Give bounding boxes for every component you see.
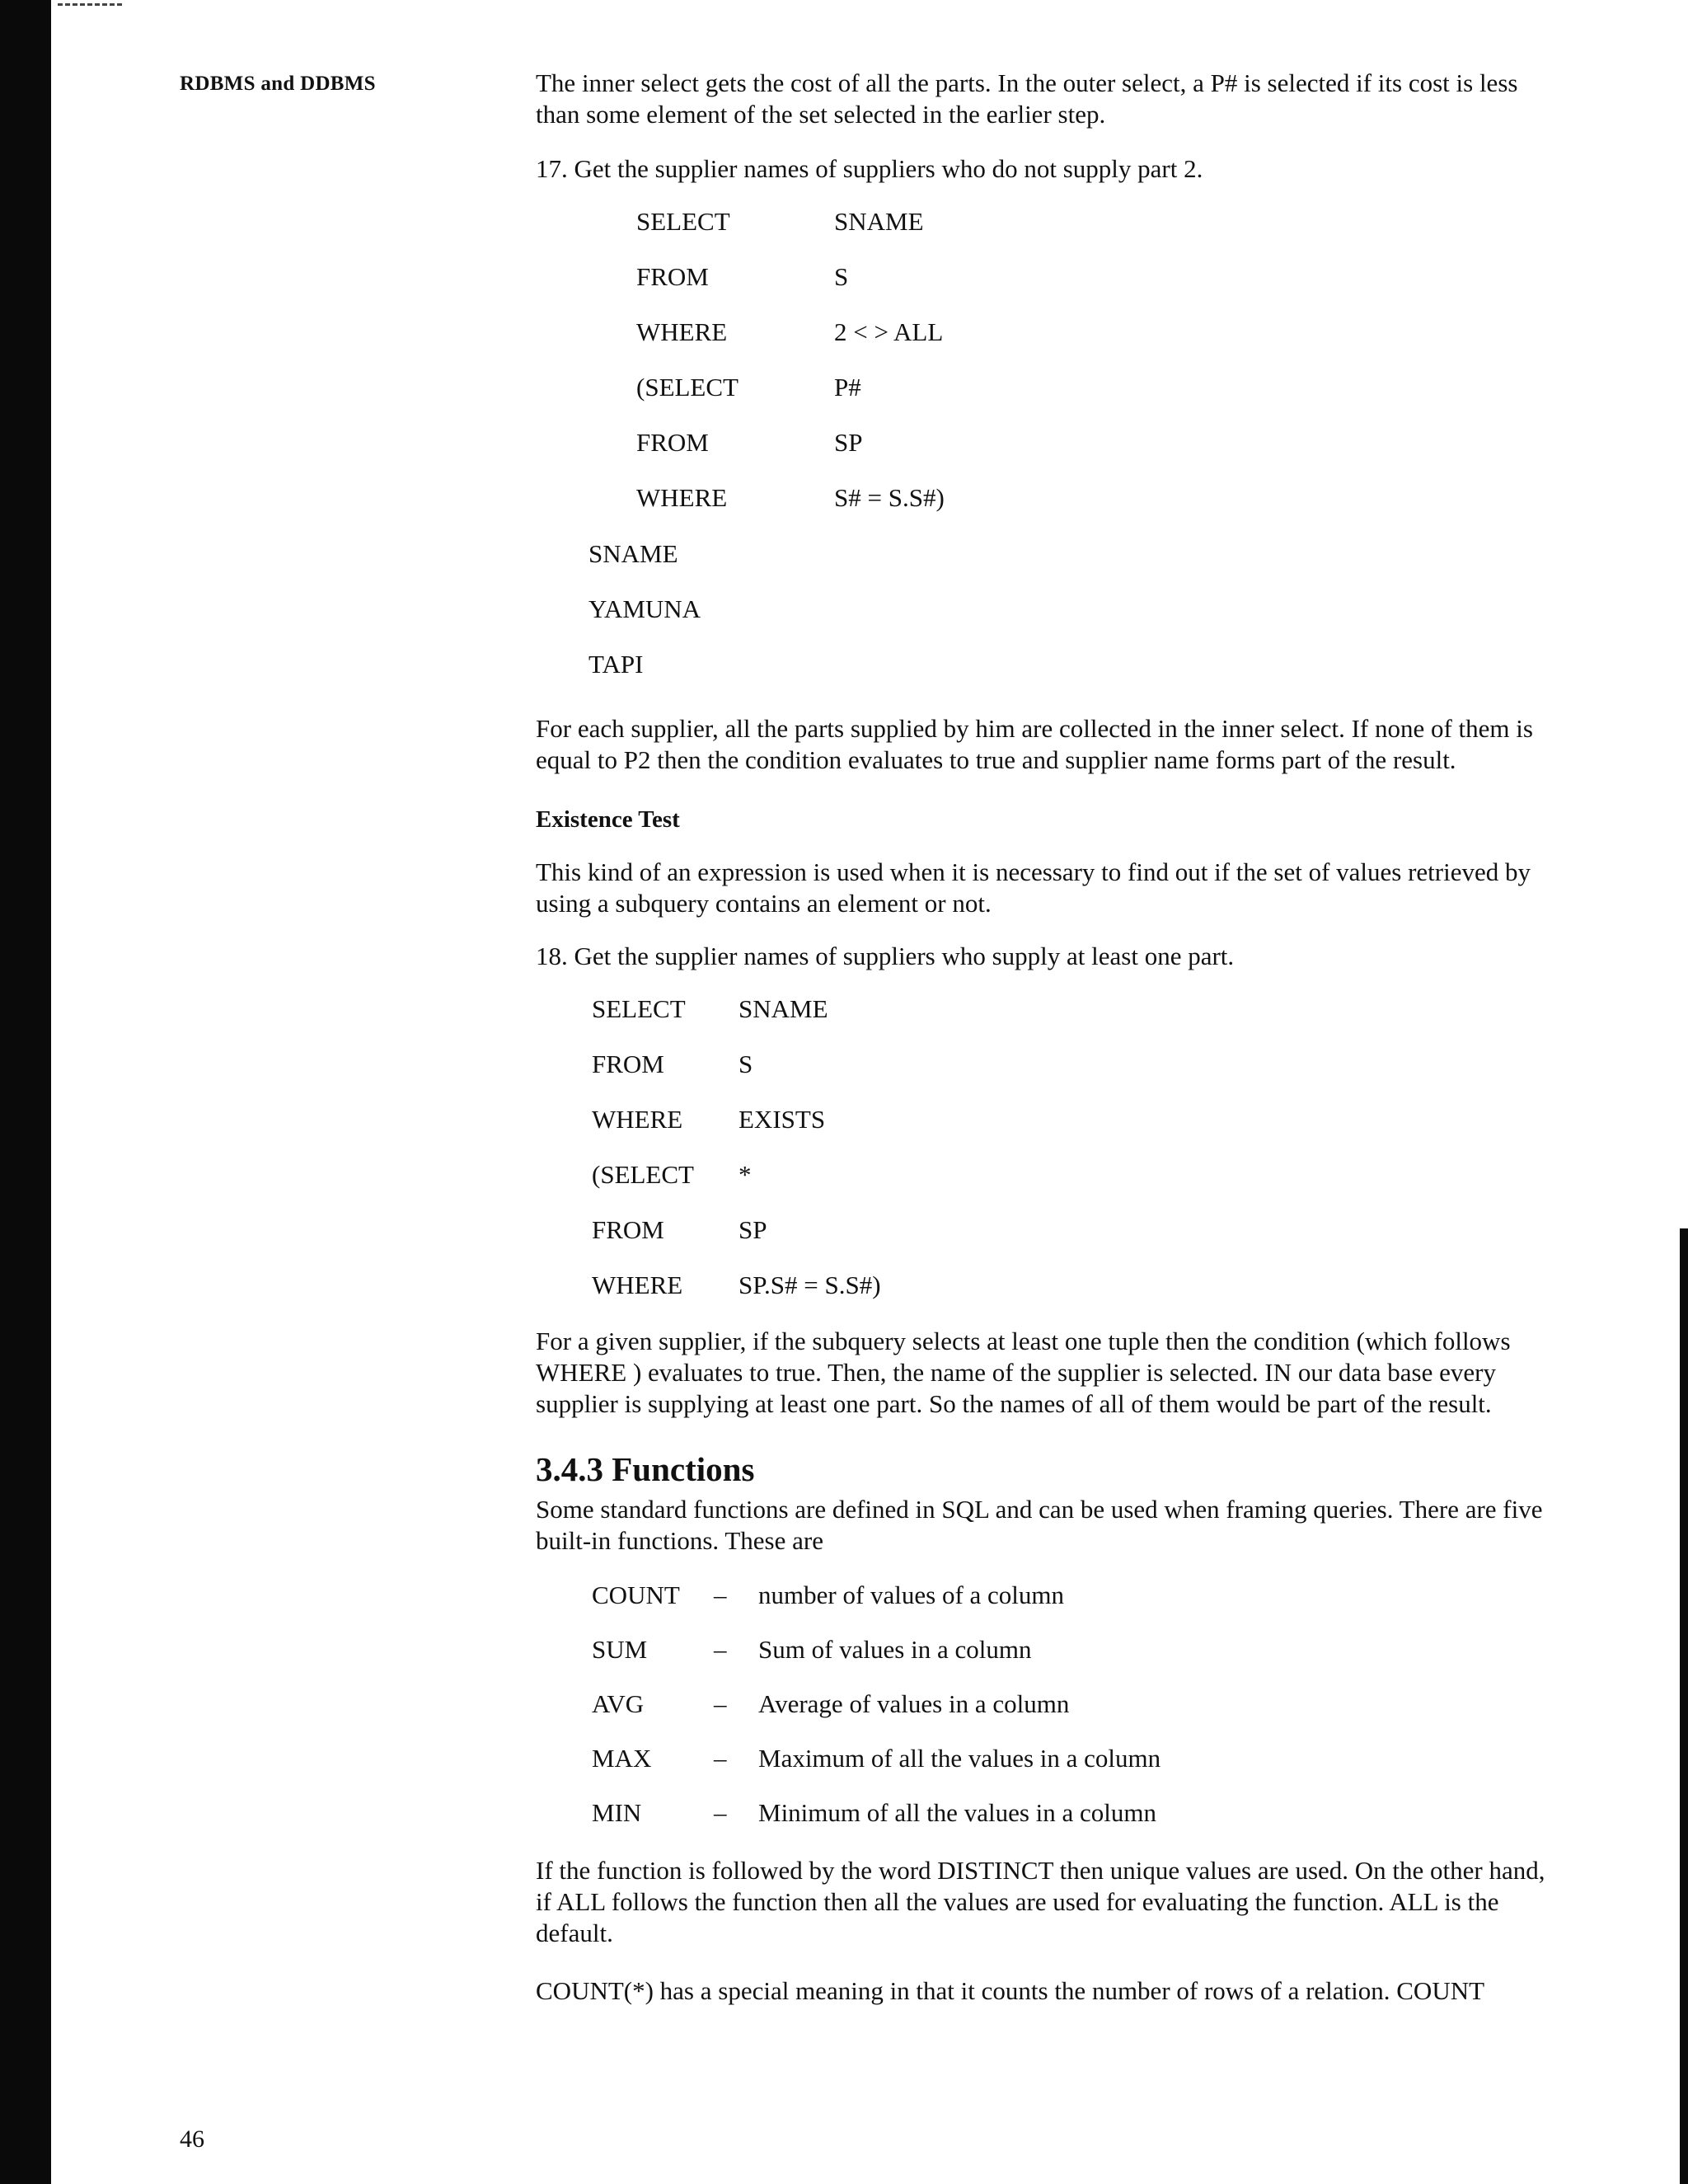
function-name: SUM	[592, 1635, 648, 1664]
functions-list	[592, 1580, 1558, 1829]
scan-edge-left	[0, 0, 51, 2184]
function-dash: –	[714, 1689, 727, 1718]
function-desc: number of values of a column	[758, 1580, 1065, 1609]
function-name: MIN	[592, 1798, 642, 1827]
sql-value: SP.S# = S.S#)	[738, 1270, 881, 1299]
function-name: MAX	[592, 1744, 652, 1773]
query-17-question: 17. Get the supplier names of suppliers who do not supply part 2.	[536, 154, 1203, 183]
sql-value: SP	[834, 428, 863, 457]
query-17-code	[636, 206, 1558, 514]
sql-keyword: (SELECT	[636, 373, 738, 402]
sql-value: SNAME	[738, 994, 828, 1023]
sql-keyword: (SELECT	[592, 1160, 694, 1189]
existence-test-heading: Existence Test	[536, 806, 680, 833]
sql-keyword: FROM	[636, 428, 709, 457]
intro-paragraph: The inner select gets the cost of all the parts. In the outer select, a P# is selected if its cost is less than some element of the set selected in the earlier step.	[536, 68, 1518, 129]
sql-value: S	[834, 262, 849, 291]
sql-keyword: WHERE	[592, 1105, 683, 1134]
function-dash: –	[714, 1635, 727, 1664]
sql-value: 2 < > ALL	[834, 317, 944, 346]
sql-value: *	[738, 1160, 752, 1189]
result-header: SNAME	[588, 539, 678, 568]
sql-keyword: SELECT	[592, 994, 686, 1023]
sql-value: P#	[834, 373, 861, 402]
sql-value: S	[738, 1050, 753, 1078]
running-head: RDBMS and DDBMS	[180, 73, 376, 95]
function-dash: –	[714, 1798, 727, 1827]
section-title: 3.4.3 Functions	[536, 1450, 755, 1488]
sql-value: EXISTS	[738, 1105, 826, 1134]
sql-value: SNAME	[834, 207, 924, 236]
scan-mark	[58, 3, 122, 8]
query-18-question: 18. Get the supplier names of suppliers who supply at least one part.	[536, 942, 1235, 970]
function-desc: Sum of values in a column	[758, 1635, 1032, 1664]
sql-keyword: SELECT	[636, 207, 730, 236]
distinct-paragraph: If the function is followed by the word DISTINCT then unique values are used. On the other hand, if ALL follows the function then all the values are used for evaluating the function. ALL is the default.	[536, 1856, 1545, 1947]
page-body	[536, 68, 1558, 2007]
function-dash: –	[714, 1744, 727, 1773]
result-row: YAMUNA	[588, 594, 701, 623]
page-number: 46	[180, 2125, 204, 2153]
sql-keyword: WHERE	[592, 1270, 683, 1299]
existence-paragraph: This kind of an expression is used when it is necessary to find out if the set of values retrieved by using a subquery contains an element or not.	[536, 857, 1531, 918]
function-desc: Maximum of all the values in a column	[758, 1744, 1161, 1773]
sql-value: S# = S.S#)	[834, 483, 945, 512]
scan-edge-right	[1680, 1228, 1688, 2184]
sql-value: SP	[738, 1215, 767, 1244]
query-18-code	[592, 993, 1558, 1301]
explanation-17: For each supplier, all the parts supplied by him are collected in the inner select. If none of them is equal to P2 then the condition evaluates to true and supplier name forms part of the result.	[536, 714, 1533, 774]
function-dash: –	[714, 1580, 727, 1609]
functions-intro: Some standard functions are defined in SQL and can be used when framing queries. There are five built-in functions. These are	[536, 1495, 1543, 1555]
function-desc: Minimum of all the values in a column	[758, 1798, 1156, 1827]
function-desc: Average of values in a column	[758, 1689, 1070, 1718]
count-paragraph: COUNT(*) has a special meaning in that it counts the number of rows of a relation. COUNT	[536, 1976, 1485, 2005]
sql-keyword: FROM	[592, 1215, 664, 1244]
sql-keyword: FROM	[636, 262, 709, 291]
function-name: AVG	[592, 1689, 645, 1718]
sql-keyword: WHERE	[636, 483, 728, 512]
sql-keyword: FROM	[592, 1050, 664, 1078]
query-17-result	[588, 538, 1558, 680]
function-name: COUNT	[592, 1580, 680, 1609]
result-row: TAPI	[588, 650, 644, 679]
explanation-18: For a given supplier, if the subquery selects at least one tuple then the condition (which follows WHERE ) evaluates to true. Then, the name of the supplier is selected. IN our data base every supplier is supplying at least one part. So the names of all of them would be part of the result.	[536, 1327, 1511, 1418]
sql-keyword: WHERE	[636, 317, 728, 346]
